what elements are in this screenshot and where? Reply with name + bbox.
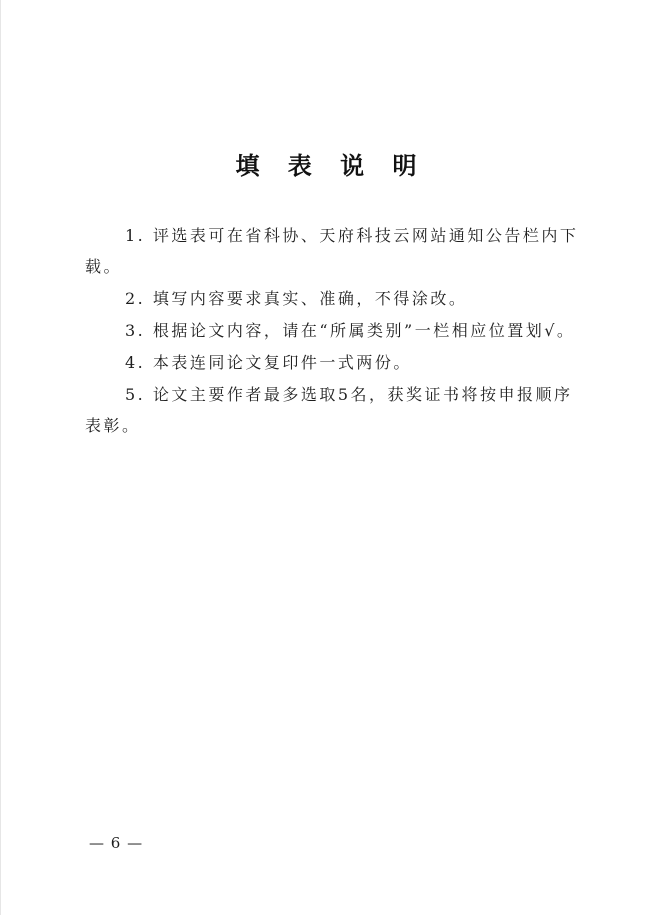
instruction-item-1: 1. 评选表可在省科协、天府科技云网站通知公告栏内下载。 xyxy=(85,226,579,276)
instruction-item-2: 2. 填写内容要求真实、准确，不得涂改。 xyxy=(125,289,468,308)
instruction-item-5: 5. 论文主要作者最多选取5名，获奖证书将按申报顺序表彰。 xyxy=(85,385,573,435)
instructions-list xyxy=(85,220,585,442)
page-title: 填 表 说 明 xyxy=(235,151,427,180)
page-number: — 6 — xyxy=(89,834,144,852)
instruction-item-4: 4. 本表连同论文复印件一式两份。 xyxy=(125,353,412,372)
instruction-item-3: 3. 根据论文内容，请在“所属类别”一栏相应位置划√。 xyxy=(125,321,576,340)
